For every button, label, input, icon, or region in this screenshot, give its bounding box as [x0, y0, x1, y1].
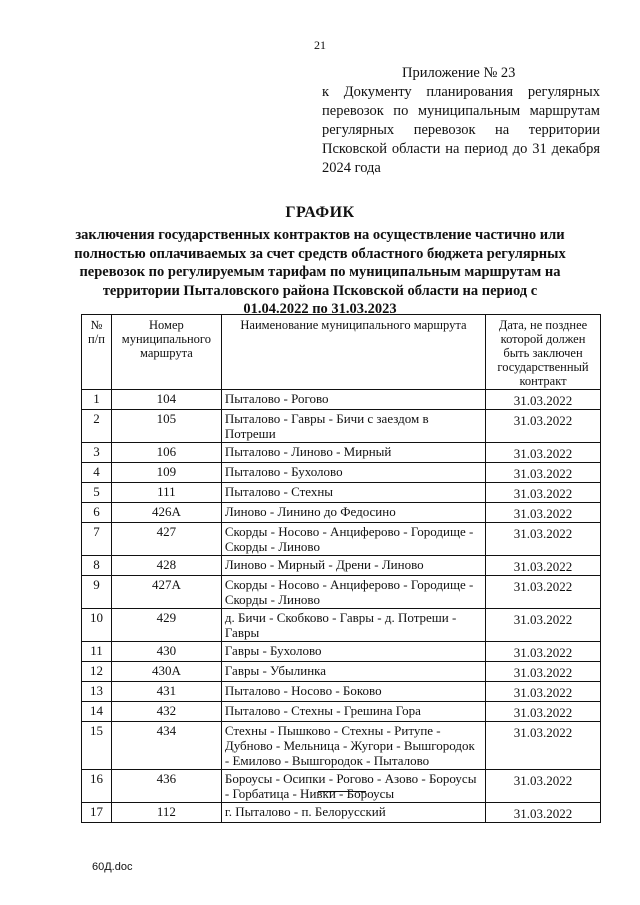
table-body: [82, 390, 601, 823]
table-row: [82, 390, 601, 410]
route-name: Пыталово - Бухолово: [221, 463, 485, 483]
table-row: [82, 483, 601, 503]
route-name: Пыталово - Гавры - Бичи с заездом в Потреши: [221, 410, 485, 443]
route-name: Гавры - Убылинка: [221, 662, 485, 682]
table-row: [82, 702, 601, 722]
route-number: 111: [111, 483, 221, 503]
row-number: 5: [82, 483, 112, 503]
row-number: 4: [82, 463, 112, 483]
row-number: 2: [82, 410, 112, 443]
header-route-name: Наименование муниципального маршрута: [221, 315, 485, 390]
document-code: 60Д.doc: [92, 861, 133, 873]
page-number: 21: [314, 38, 326, 52]
contract-date: 31.03.2022: [486, 523, 601, 556]
table-row: [82, 503, 601, 523]
contract-date: 31.03.2022: [486, 702, 601, 722]
row-number: 14: [82, 702, 112, 722]
route-name: г. Пыталово - п. Белорусский: [221, 803, 485, 823]
route-name: Пыталово - Линово - Мирный: [221, 443, 485, 463]
route-number: 426А: [111, 503, 221, 523]
route-number: 428: [111, 556, 221, 576]
table-row: [82, 576, 601, 609]
route-number: 112: [111, 803, 221, 823]
route-number: 430: [111, 642, 221, 662]
route-name: Пыталово - Рогово: [221, 390, 485, 410]
route-name: Стехны - Пышково - Стехны - Ритупе - Дубново - Мельница - Жугори - Вышгородок - Емилово - Вышгородок - Пыталово: [221, 722, 485, 770]
table-row: [82, 803, 601, 823]
contract-date: 31.03.2022: [486, 682, 601, 702]
route-number: 436: [111, 770, 221, 803]
contract-date: 31.03.2022: [486, 443, 601, 463]
row-number: 11: [82, 642, 112, 662]
route-number: 104: [111, 390, 221, 410]
row-number: 9: [82, 576, 112, 609]
route-number: 434: [111, 722, 221, 770]
row-number: 16: [82, 770, 112, 803]
row-number: 15: [82, 722, 112, 770]
table-row: [82, 609, 601, 642]
table-row: [82, 642, 601, 662]
table-row: [82, 523, 601, 556]
contract-date: 31.03.2022: [486, 390, 601, 410]
table-row: [82, 556, 601, 576]
route-name: Гавры - Бухолово: [221, 642, 485, 662]
route-number: 432: [111, 702, 221, 722]
table-row: [82, 662, 601, 682]
table-row: [82, 410, 601, 443]
table-row: [82, 770, 601, 803]
contract-date: 31.03.2022: [486, 463, 601, 483]
document-title: ГРАФИК: [285, 204, 355, 221]
table-row: [82, 463, 601, 483]
route-name: Пыталово - Стехны - Грешина Гора: [221, 702, 485, 722]
route-name: Пыталово - Стехны: [221, 483, 485, 503]
route-number: 105: [111, 410, 221, 443]
route-number: 106: [111, 443, 221, 463]
row-number: 12: [82, 662, 112, 682]
header-number: № п/п: [82, 315, 112, 390]
row-number: 6: [82, 503, 112, 523]
contract-date: 31.03.2022: [486, 662, 601, 682]
route-name: Пыталово - Носово - Боково: [221, 682, 485, 702]
route-name: Скорды - Носово - Анциферово - Городище - Скорды - Линово: [221, 576, 485, 609]
route-number: 427А: [111, 576, 221, 609]
row-number: 3: [82, 443, 112, 463]
row-number: 1: [82, 390, 112, 410]
table-row: [82, 443, 601, 463]
row-number: 13: [82, 682, 112, 702]
header-contract-date: Дата, не позднее которой должен быть заключен государственный контракт: [486, 315, 601, 390]
row-number: 17: [82, 803, 112, 823]
table-row: [82, 722, 601, 770]
contract-date: 31.03.2022: [486, 722, 601, 770]
table-header-row: [82, 315, 601, 390]
contract-date: 31.03.2022: [486, 556, 601, 576]
route-number: 109: [111, 463, 221, 483]
contract-date: 31.03.2022: [486, 609, 601, 642]
route-name: Бороусы - Осипки - Рогово - Азово - Бороусы - Горбатица - Нивки - Бороусы: [221, 770, 485, 803]
schedule-table: [81, 314, 601, 823]
contract-date: 31.03.2022: [486, 483, 601, 503]
table-row: [82, 682, 601, 702]
appendix-heading: Приложение № 23: [402, 65, 516, 81]
contract-date: 31.03.2022: [486, 410, 601, 443]
route-number: 427: [111, 523, 221, 556]
appendix-text: к Документу планирования регулярных перевозок по муниципальным маршрутам регулярных перевозок на территории Псковской области на период до 31 декабря 2024 года: [322, 84, 600, 176]
row-number: 8: [82, 556, 112, 576]
document-subtitle: заключения государственных контрактов на осуществление частично или полностью оплачиваемых за счет средств областного бюджета регулярных перевозок по регулируемым тарифам по муниципальным маршрутам на территории Пыталовского района Псковской области на период с 01.04.2022 по 31.03.2023: [74, 227, 566, 317]
appendix-block: [322, 64, 600, 178]
route-name: Линово - Линино до Федосино: [221, 503, 485, 523]
contract-date: 31.03.2022: [486, 803, 601, 823]
header-route-number: Номер муниципального маршрута: [111, 315, 221, 390]
separator-line: [318, 791, 366, 792]
title-block: [70, 204, 570, 319]
contract-date: 31.03.2022: [486, 770, 601, 803]
route-name: Линово - Мирный - Дрени - Линово: [221, 556, 485, 576]
contract-date: 31.03.2022: [486, 642, 601, 662]
route-number: 429: [111, 609, 221, 642]
contract-date: 31.03.2022: [486, 503, 601, 523]
row-number: 7: [82, 523, 112, 556]
contract-date: 31.03.2022: [486, 576, 601, 609]
route-number: 430А: [111, 662, 221, 682]
row-number: 10: [82, 609, 112, 642]
route-number: 431: [111, 682, 221, 702]
route-name: д. Бичи - Скобково - Гавры - д. Потреши - Гавры: [221, 609, 485, 642]
route-name: Скорды - Носово - Анциферово - Городище - Скорды - Линово: [221, 523, 485, 556]
